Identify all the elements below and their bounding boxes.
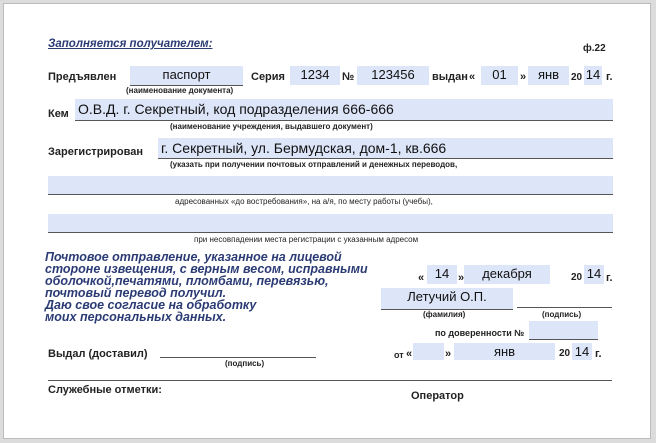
section-divider [48,380,612,381]
proxy-label: по доверенности № [435,328,525,338]
document-type-hint: (наименование документа) [126,86,234,95]
issuer-field[interactable]: О.В.Д. г. Секретный, код подразделения 666-666 [75,99,613,120]
extra-address-line-2 [48,232,613,233]
registered-address-field[interactable]: г. Секретный, ул. Бермудская, дом-1, кв.666 [158,138,613,158]
proxy-year-field[interactable]: 14 [572,343,592,360]
quote-close: » [520,71,527,83]
statement-line-3: оболочкой,печатями, пломбами, перевязью, [45,274,329,288]
recipient-surname-field[interactable]: Летучий О.П. [381,288,513,309]
issued-by-signature-line[interactable] [160,357,316,358]
issuer-line [75,120,613,121]
issued-by-signature-hint: (подпись) [225,359,265,368]
passport-number-field[interactable]: 123456 [357,66,429,85]
presented-label: Предъявлен [48,71,117,83]
year-suffix: г. [606,71,613,83]
quote-open: « [469,71,476,83]
registered-label: Зарегистрирован [48,146,143,158]
surname-hint: (фамилия) [423,310,466,319]
statement-line-4: почтовый перевод получил. [45,286,227,300]
registered-hint: (указать при получении почтовых отправлений и денежных переводов, [170,160,458,169]
extra-address-field-2[interactable] [48,214,613,232]
from-label: от [394,350,404,360]
receipt-month-field[interactable]: декабря [464,265,550,284]
proxy-number-field[interactable] [529,321,598,339]
issue-day-field[interactable]: 01 [481,66,518,85]
issue-year-field[interactable]: 14 [584,66,602,85]
series-field[interactable]: 1234 [290,66,340,85]
extra-address-hint-1: адресованных «до востребования», на а/я, по месту работы (учебы), [175,197,433,206]
recipient-signature-line[interactable] [517,307,612,308]
issuer-label: Кем [48,108,69,120]
proxy-day-field[interactable] [413,343,444,360]
issued-by-label: Выдал (доставил) [48,348,148,360]
proxy-year-suffix: г. [595,348,602,360]
receipt-quote-open: « [418,272,425,284]
proxy-month-field[interactable]: янв [454,343,555,360]
operator-label: Оператор [411,390,464,402]
year-prefix: 20 [571,72,583,83]
receipt-year-prefix: 20 [571,272,583,283]
proxy-year-prefix: 20 [559,348,571,359]
service-marks-label: Служебные отметки: [48,384,162,396]
issuer-hint: (наименование учреждения, выдавшего документ) [170,122,373,131]
number-sign: № [342,71,355,83]
recipient-signature-hint: (подпись) [542,310,582,319]
issued-label: выдан [432,71,468,83]
statement-line-2: стороне извещения, с верным весом, исправными [45,262,368,276]
registered-line [158,158,613,159]
proxy-quote-close: » [445,348,452,360]
form-code: ф.22 [583,43,606,54]
extra-address-field-1[interactable] [48,176,613,194]
extra-address-hint-2: при несовпадении места регистрации с указанным адресом [194,235,419,244]
receipt-quote-close: » [458,272,465,284]
proxy-number-line [529,339,598,340]
statement-line-5: Даю свое согласие на обработку [45,298,257,312]
proxy-quote-open: « [406,348,413,360]
receipt-form [3,3,651,439]
receipt-year-suffix: г. [606,272,613,284]
receipt-day-field[interactable]: 14 [427,265,457,284]
statement-line-1: Почтовое отправление, указанное на лицевой [45,250,342,264]
extra-address-line-1 [48,194,613,195]
issue-month-field[interactable]: янв [528,66,569,85]
receipt-year-field[interactable]: 14 [584,265,604,284]
series-label: Серия [251,71,285,83]
document-type-field[interactable]: паспорт [130,66,243,85]
statement-line-6: моих персональных данных. [45,310,227,324]
form-title: Заполняется получателем: [48,38,213,50]
